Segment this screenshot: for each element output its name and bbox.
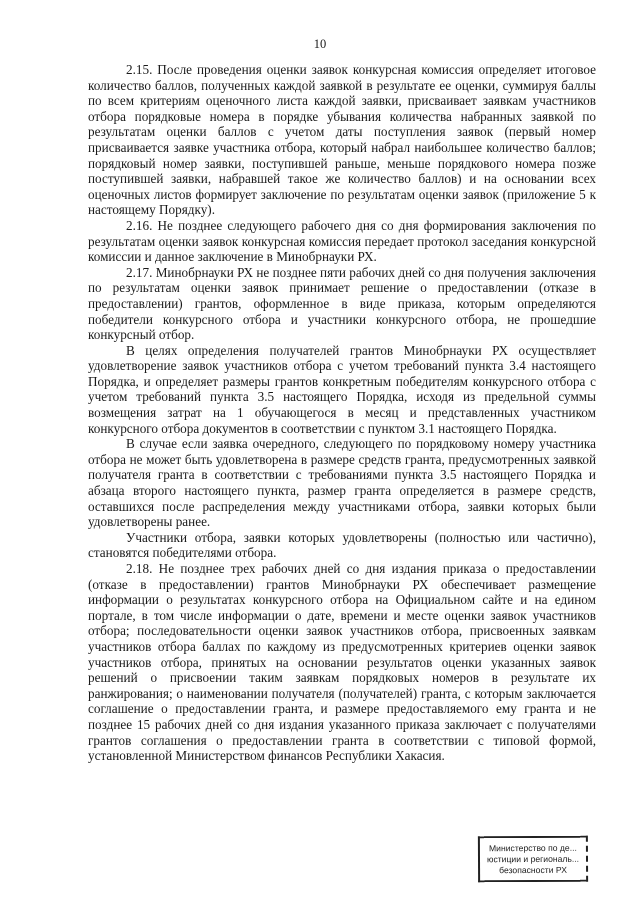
- stamp-line-3: безопасности РХ: [499, 864, 567, 876]
- stamp-line-2: юстиции и региональ...: [486, 853, 580, 865]
- paragraph-2-15: 2.15. После проведения оценки заявок конкурсная комиссия определяет итоговое количество баллов, полученных каждой заявкой в результате ее оценки, суммируя баллы по всем критериям оценочного листа каждой заявки, присваивает заявкам участников отбора порядковые номера в порядке убывания количества набранных заявкой по результатам оценки баллов с учетом даты поступления заявок (первый номер присваивается заявке участника отбора, который набрал наибольшее количество баллов; порядковый номер заявки, поступившей раньше, меньше порядкового номера позже поступившей заявки, набравшей такое же количество баллов) и на основании всех оценочных листов формирует заключение по результатам оценки заявок (приложение 5 к настоящему Порядку).: [88, 62, 596, 218]
- paragraph-2-17: 2.17. Минобрнауки РХ не позднее пяти рабочих дней со дня получения заключения по результатам оценки заявок принимает решение о предоставлении (отказе в предоставлении) грантов, оформленное в виде приказа, которым определяются победители конкурсного отбора и участники конкурсного отбора, не прошедшие конкурсный отбор.: [88, 264, 596, 343]
- ministry-stamp: [478, 836, 588, 883]
- page-number: 10: [313, 37, 327, 51]
- paragraph-winners: Участники отбора, заявки которых удовлетворены (полностью или частично), становятся победителями отбора.: [88, 529, 596, 561]
- paragraph-grant-recipients: В целях определения получателей грантов Минобрнауки РХ осуществляет удовлетворение заявок участников отбора с учетом требований пункта 3.4 настоящего Порядка, и определяет размеры грантов конкретным победителям конкурсного отбора с учетом требований пункта 3.5 настоящего Порядка, исходя из предельной суммы возмещения затрат на 1 обучающегося в месяц и представленных участником конкурсного отбора документов в соответствии с пунктом 3.1 настоящего Порядка.: [88, 342, 596, 436]
- document-body: [88, 62, 596, 764]
- paragraph-insufficient-funds: В случае если заявка очередного, следующего по порядковому номеру участника отбора не может быть удовлетворена в размере средств гранта, предусмотренных заявкой получателя гранта в соответствии с требованиями пункта 3.5 настоящего Порядка и абзаца второго настоящего пункта, размер гранта определяется в размере средств, оставшихся после распределения между участниками отбора, заявки которых были удовлетворены ранее.: [88, 436, 596, 530]
- paragraph-2-18: 2.18. Не позднее трех рабочих дней со дня издания приказа о предоставлении (отказе в предоставлении) грантов Минобрнауки РХ обеспечивает размещение информации о результатах конкурсного отбора на Официальном сайте и на едином портале, в том числе информации о дате, времени и месте оценки заявок участников отбора; последовательности оценки заявок участников отбора, присвоенных заявкам участников отбора баллах по каждому из предусмотренных критериев оценки заявок участников отбора, принятых на основании результатов оценки указанных заявок решений о присвоении таким заявкам порядковых номеров в результате их ранжирования; о наименовании получателя (получателей) гранта, с которым заключается соглашение о предоставлении гранта, и размере предоставляемого ему гранта и не позднее 15 рабочих дней со дня издания указанного приказа заключает с получателями грантов соглашения о предоставлении гранта в соответствии с типовой формой, установленной Министерством финансов Республики Хакасия.: [88, 561, 596, 764]
- stamp-line-1: Министерство по де...: [488, 842, 577, 854]
- paragraph-2-16: 2.16. Не позднее следующего рабочего дня со дня формирования заключения по результатам оценки заявок конкурсная комиссия передает протокол заседания конкурсной комиссии и данное заключение в Минобрнауки РХ.: [88, 217, 596, 265]
